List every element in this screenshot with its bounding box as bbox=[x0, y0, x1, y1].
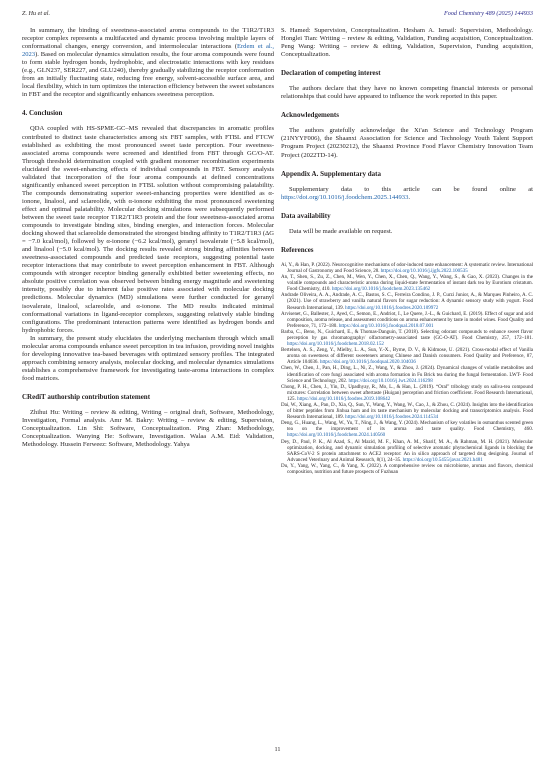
left-column bbox=[22, 27, 274, 449]
reference-doi-link[interactable]: https://doi.org/10.1016/j.ijgfs.2022.100535 bbox=[380, 267, 468, 274]
page-number: 11 bbox=[274, 746, 281, 753]
citation-link[interactable]: Erdem et al., 2023 bbox=[22, 43, 274, 59]
section-heading-conclusion: 4. Conclusion bbox=[22, 109, 63, 118]
reference-text: Dai, W., Xiang, A., Pan, D., Xia, Q., Sun, Y., Wang, Y., Wang, W., Cao, J., & Zhou, C. (2024). Insights into the identification of bitter peptides from Jinhua ham and its taste mechanism by molecular docking and transcriptomics analysis. Food Research International, 189. bbox=[281, 402, 533, 421]
reference-doi-link[interactable]: https://doi.org/10.1016/j.lwt.2024.116298 bbox=[348, 377, 433, 384]
reference-text: Andrade Oliveira, A. A., Andrade, A. C., Bastos, S. C., Ferreira Condino, J. P., Curzi Junior, A., & Marques Pinheiro, A. C. (2021). Use of strawberry and vanilla natural flavors for sugar reduction: A dynamic sensory study with yogurt. Food Research International, 139. bbox=[281, 292, 533, 311]
conclusion-summary-paragraph: In summary, the present study elucidates the underlying mechanism through which small molecular aroma compounds enhance sweet perception in tea infusion, providing novel insights for developing innovative tea-based beverages with optimized sensory profiles. The integrated approach combining sensory analysis, molecular docking, and molecular dynamics simulations establishes a comprehensive framework for investigating taste-aroma interactions in complex food matrices. bbox=[22, 334, 274, 382]
reference-text: Chong, P. H., Chen, J., Yin, D., Upadhyay, R., Mo, L., & Han, L. (2019). “Oral” tribology study on saliva-tea compound mixtures: Correlation between sweet aftertaste (Huigan) perception and friction coefficient. Food Research International, 125. bbox=[281, 383, 533, 402]
supplementary-link[interactable]: https://doi.org/10.1016/j.foodchem.2025.144933 bbox=[281, 193, 409, 201]
reference-doi-link[interactable]: https://doi.org/10.1016/j.foodchem.2024.140560 bbox=[287, 432, 386, 439]
reference-item bbox=[281, 311, 533, 329]
reference-item bbox=[281, 384, 533, 402]
interest-paragraph: The authors declare that they have no known competing financial interests or personal relationships that could have appeared to influence the work reported in this paper. bbox=[281, 85, 533, 101]
reference-text: Chen, W., Chen, J., Pan, H., Ding, L., Ni, Z., Wang, Y., & Zhou, J. (2024). Dynamical changes of volatile metabolites and identification of core fungi associated with aroma formation in Fu Brick tea during the fungal fermentation. LWT- Food Science and Technology, 202. bbox=[281, 365, 533, 384]
reference-item bbox=[281, 439, 533, 463]
reference-item bbox=[281, 365, 533, 383]
credit-paragraph: Zhihui Hu: Writing – review & editing, Writing – original draft, Software, Methodology, Investigation, Formal analysis. Amr M. Bakry: Writing – review & editing, Supervision, Conceptualization. Lin Shi: Software, Conceptualization. Ping Zhan: Methodology, Conceptualization. Wanying He: Software, Investigation. Walaa A.M. Eid: Validation, Methodology. Hussein Ferweez: Software, Methodology. Yahya bbox=[22, 409, 274, 449]
reference-text: Bertelsen, A. S., Zeng, Y., Mielby, L. A., Sun, Y.-X., Byrne, D. V., & Kidmose, U. (2021). Cross-modal effect of Vanilla aroma on sweetness of different sweeteners among Chinese and Danish consumers. Food Quality and Preference, 87, Article 104036. bbox=[281, 347, 533, 366]
reference-item bbox=[281, 262, 533, 274]
reference-doi-link[interactable]: https://doi.org/10.1016/j.foodqual.2018.07.001 bbox=[338, 322, 434, 329]
header-journal[interactable]: Food Chemistry 489 (2025) 144933 bbox=[443, 10, 533, 17]
reference-text: Deng, G., Huang, L., Wang, W., Yu, T., Ning, J., & Wang, Y. (2024). Mechanism of key volatiles in osmanthus scented green tea on the improvement of its aroma and taste quality. Food Chemistry, 460. bbox=[281, 420, 533, 433]
section-heading-data: Data availability bbox=[281, 211, 331, 220]
reference-text: Du, Y., Yang, W., Yang, C., & Yang, X. (2022). A comprehensive review on microbiome, aromas and flavors, chemical composition, nutrition and future prospects of Fuzhuan bbox=[281, 462, 533, 476]
right-column bbox=[281, 27, 533, 475]
section-heading-ack: Acknowledgements bbox=[281, 111, 339, 120]
reference-item bbox=[281, 463, 533, 475]
reference-item bbox=[281, 292, 533, 310]
section-heading-interest: Declaration of competing interest bbox=[281, 69, 381, 78]
reference-item bbox=[281, 274, 533, 292]
data-paragraph: Data will be made available on request. bbox=[289, 227, 393, 235]
reference-doi-link[interactable]: https://doi.org/10.1016/j.foodchem.2023.135462 bbox=[331, 286, 431, 293]
reference-doi-link[interactable]: https://doi.org/10.1016/j.foodres.2024.114534 bbox=[345, 414, 439, 421]
summary-paragraph: In summary, the binding of sweetness-associated aroma compounds to the T1R2/T1R3 receptor complex represents a multifaceted and dynamic process involving multiple layers of conformational changes, energy conversion, and intermolecular interactions (Erdem et al., 2023). Based on molecular dynamics simulation results, the four aroma compounds were found to form stable hydrogen bonds, hydrophobic, and electrostatic interactions with key residues (e.g., GLN237, SER227, and GLU240), thereby gradually stabilizing the receptor conformation from an initially fluctuating state, reducing free energy, solvent-accessible surface area, and local flexibility, which in turn optimizes the interaction efficiency between the sweet substances in FBT and the receptor and significantly enhances sweetness perception. bbox=[22, 27, 274, 99]
reference-doi-link[interactable]: https://doi.org/10.1016/j.foodres.2020.109972 bbox=[345, 304, 439, 311]
reference-list bbox=[281, 262, 533, 475]
ack-paragraph: The authors gratefully acknowledge the Xi'an Science and Technology Program (21NYYF006), the Shaanxi Association for Science and Technology Youth Talent Support Program Project (20230212), the Shaanxi Province Food Flavor Chemistry Innovation Team Project (2022TD-14). bbox=[281, 127, 533, 159]
running-header bbox=[22, 10, 533, 20]
reference-doi-link[interactable]: https://doi.org/10.1016/j.foodchem.2018.02.152 bbox=[287, 341, 384, 348]
reference-text: An, T., Shen, S., Zu, Z., Chen, M., Wen, Y., Chen, X., Chen, Q., Wang, Y., Wang, S., & Gao, X. (2023). Changes in the volatile compounds and characteristic aroma during liquid-state fermentation of instant dark tea by Eurotium cristatum. Food Chemistry, 410. bbox=[281, 274, 533, 293]
reference-text: Arvisenet, G., Ballester, J., Ayed, C., Semon, E., Andriot, I., Le Quere, J.-L., & Guichard, E. (2019). Effect of sugar and acid composition, aroma release, and assessment conditions on aroma enhancement by taste in model wines. Food Quality and Preference, 71, 172–180. bbox=[281, 310, 533, 329]
credit-continued: S. Hamed: Supervision, Conceptualization. Hesham A. Ismail: Supervision, Methodology. Honglei Tian: Writing – review & editing, Validation, Funding acquisition, Conceptualization. Peng Wang: Writing – review & editing, Validation, Supervision, Funding acquisition, Conceptualization. bbox=[281, 27, 533, 59]
reference-doi-link[interactable]: https://doi.org/10.1016/j.foodres.2019.108642 bbox=[297, 395, 391, 402]
reference-item bbox=[281, 329, 533, 347]
reference-doi-link[interactable]: https://doi.org/10.5455/javar.2021.h481 bbox=[402, 456, 483, 463]
reference-text: Ai, Y., & Han, P. (2022). Neurocognitive mechanisms of odor-induced taste enhancement: A systematic review. International Journal of Gastronomy and Food Science, 28. bbox=[281, 261, 533, 274]
reference-item bbox=[281, 347, 533, 365]
reference-text: Dey, D., Paul, P. K., Al Azad, S., Al Mazid, M. F., Khan, A. M., Sharif, M. A., & Rahman, M. H. (2021). Molecular optimization, docking, and dynamic simulation profiling of selective aromatic phytochemical ligands in blocking the SARS-CoV-2 S protein attachment to ACE2 receptor: An in silico approach of targeted drug designing. Journal of Advanced Veterinary and Animal Research, 8(1), 24–35. bbox=[281, 438, 533, 463]
reference-text: Barba, C., Beno, N., Guichard, E., & Thomas-Danguin, T. (2018). Selecting odorant compounds to enhance sweet flavor perception by gas chromatography/ olfactometry-associated taste (GC-O-AT). Food Chemistry, 257, 172–181. bbox=[281, 328, 533, 341]
section-heading-references: References bbox=[281, 245, 314, 254]
appendix-paragraph: Supplementary data to this article can be found online at https://doi.org/10.1016/j.foodchem.2025.144933. bbox=[281, 185, 533, 201]
header-authors: Z. Hu et al. bbox=[22, 10, 51, 17]
reference-doi-link[interactable]: https://doi.org/10.1016/j.foodqual.2020.104036 bbox=[319, 359, 416, 366]
section-heading-credit: CRediT authorship contribution statement bbox=[22, 392, 151, 401]
section-heading-appendix: Appendix A. Supplementary data bbox=[281, 169, 381, 178]
conclusion-paragraph: QDA coupled with HS-SPME-GC–MS revealed that discrepancies in aromatic profiles contributed to distinct taste characteristics among six FBT samples, with FTBL and FTCW established as exhibiting the most pronounced sweet taste perception. Four sweetness-associated aroma compounds were screened and identified from FBT through GC/O-AT. Through threshold determination coupled with gradient monomer recombination experiments elucidated the sweet-enhancing effects of individual compounds in FBT. Sensory analysis validated that incorporation of the four aroma compounds at defined concentrations significantly enhanced sweet perception in FTBL solution without compromising palatability. The compounds demonstrating superior sweet-enhancing properties were identified as α-ionone, linalool, and sclareolide, with α-ionone exhibiting the most pronounced sweetening effect and optimal palatability. Molecular docking simulations were subsequently performed between the sweet taste receptor T1R2/T1R3 protein and the four sweetness-associated aroma compounds to investigate binding sites, binding energies, and interaction forces. Molecular docking showed that sclareolide demonstrated the strongest binding affinity to T1R2/T1R3 (ΔG = −7.0 kcal/mol), followed by α-ionone (−6.2 kcal/mol), geranyl isovalerate (−5.8 kcal/mol), and linalool (−5.0 kcal/mol). The docking results revealed strong binding affinities between sweetness-associated compounds and predicted taste receptors, suggesting potential taste receptor interactions that may contribute to sweet perception enhancement in FBT. Although compounds with stronger receptor binding generally exhibited better sweetening effects, no absolute positive correlation was observed between binding energy magnitude and sweetening intensity, possibly due to inherent false positive rates associated with molecular docking predictions. Molecular dynamics (MD) simulations were further conducted for geranyl isovalerate, linalool, sclareolide, and α-ionone. The MD results indicated minimal conformational variations in ligand-receptor complexes, suggesting relatively stable binding configurations. The predominant interaction patterns were identified as hydrogen bonds and hydrophobic forces. bbox=[22, 125, 274, 334]
reference-item bbox=[281, 402, 533, 420]
reference-item bbox=[281, 420, 533, 438]
